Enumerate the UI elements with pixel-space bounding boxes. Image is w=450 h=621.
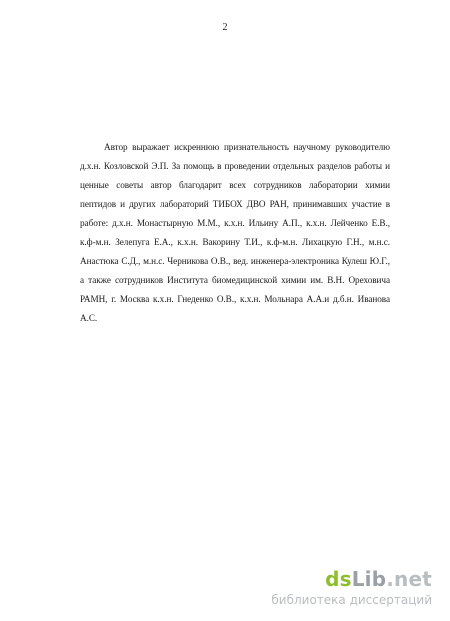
site-watermark — [268, 567, 444, 615]
logo-lib-text: Lib — [351, 567, 387, 591]
page-number: 2 — [222, 22, 228, 33]
logo-ds-text: ds — [325, 567, 352, 591]
acknowledgements-paragraph: Автор выражает искреннюю признательность научному руководителю д.х.н. Козловской Э.П. За помощь в проведении отдельных разделов работы и ценные советы автор благодарит всех сотрудников лаборатории химии пептидов и других лабораторий ТИБОХ ДВО РАН, принимавших участие в работе: д.х.н. Монастырную М.М., к.х.н. Ильину А.П., к.х.н. Лейченко Е.В., к.ф-м.н. Зелепуга Е.А., к.х.н. Вакорину Т.И., к.ф-м.н. Лихацкую Г.Н., м.н.с. Анастюка С.Д., м.н.с. Черникова О.В., вед. инженера-электроника Кулеш Ю.Г., а также сотрудников Института биомедицинской химии им. В.Н. Ореховича РАМН, г. Москва к.х.н. Гнеденко О.В., к.х.н. Мольнара А.А.и д.б.н. Иванова А.С. — [80, 142, 390, 323]
site-tagline: библиотека диссертаций — [271, 593, 432, 607]
site-logo — [325, 567, 432, 591]
logo-net-text: .net — [386, 567, 432, 591]
